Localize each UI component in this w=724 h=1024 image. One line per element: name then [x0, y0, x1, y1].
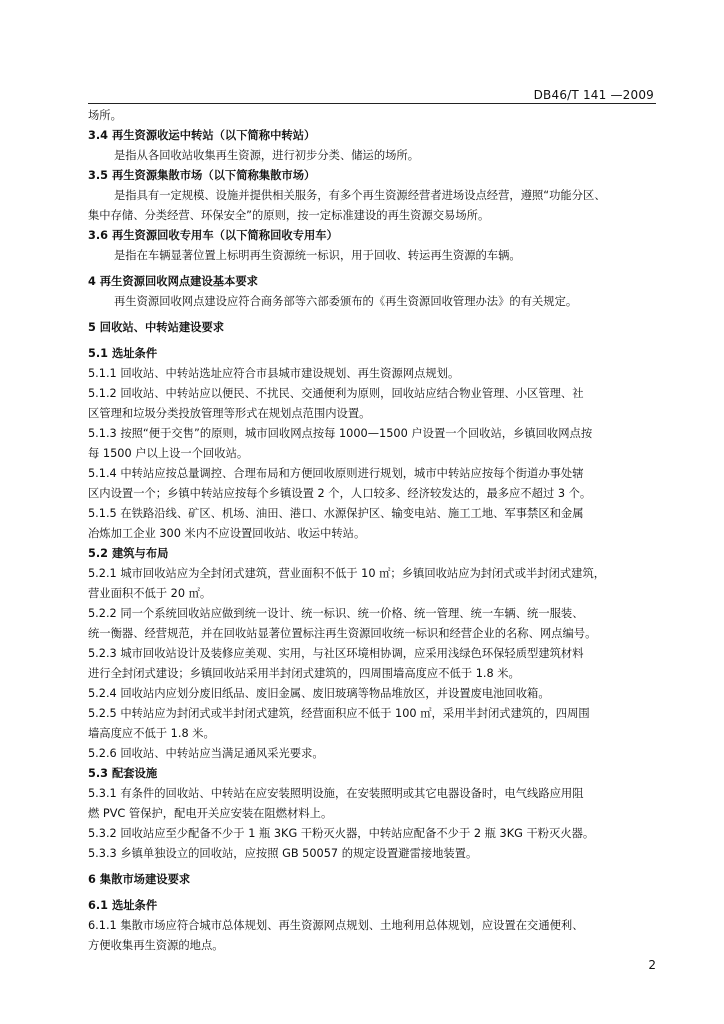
clause-heading: 5.2 建筑与布局 [88, 547, 169, 560]
chapter-heading: 5 回收站、中转站建设要求 [88, 321, 225, 334]
paragraph-line: 集中存储、分类经营、环保安全”的原则，按一定标准建设的再生资源交易场所。 [88, 209, 490, 222]
paragraph-line: 5.3.2 回收站应至少配备不少于 1 瓶 3KG 干粉灭火器，中转站应配备不少于 2 瓶 3KG 干粉灭火器。 [88, 827, 595, 840]
page-number: 2 [648, 958, 656, 972]
clause-heading: 5.3 配套设施 [88, 767, 158, 780]
chapter-heading: 4 再生资源回收网点建设基本要求 [88, 275, 258, 288]
paragraph-line: 5.2.3 城市回收站设计及装修应美观、实用，与社区环境相协调，应采用浅绿色环保轻质型建筑材料 [88, 647, 584, 660]
paragraph-line: 5.2.5 中转站应为封闭式或半封闭式建筑，经营面积应不低于 100 ㎡，采用半封闭式建筑的，四周围 [88, 707, 590, 720]
paragraph-line: 6.1.1 集散市场应符合城市总体规划、再生资源网点规划、土地利用总体规划，应设置在交通便利、 [88, 919, 584, 932]
paragraph-line: 场所。 [88, 109, 122, 122]
paragraph-line: 5.1.5 在铁路沿线、矿区、机场、油田、港口、水源保护区、输变电站、施工工地、军事禁区和金属 [88, 507, 584, 520]
paragraph-line: 方便收集再生资源的地点。 [88, 939, 224, 952]
paragraph-line: 5.1.3 按照“便于交售”的原则，城市回收网点按每 1000—1500 户设置一个回收站，乡镇回收网点按 [88, 427, 593, 440]
paragraph-line: 营业面积不低于 20 ㎡。 [88, 587, 212, 600]
paragraph-line: 5.2.1 城市回收站应为全封闭式建筑，营业面积不低于 10 ㎡；乡镇回收站应为封闭式或半封闭式建筑， [88, 567, 606, 580]
paragraph-line: 5.3.3 乡镇单独设立的回收站，应按照 GB 50057 的规定设置避雷接地装置。 [88, 847, 478, 860]
paragraph-line: 5.1.2 回收站、中转站应以便民、不扰民、交通便利为原则，回收站应结合物业管理、小区管理、社 [88, 387, 584, 400]
clause-heading: 3.5 再生资源集散市场（以下简称集散市场） [88, 169, 316, 182]
paragraph-line: 5.2.2 同一个系统回收站应做到统一设计、统一标识、统一价格、统一管理、统一车辆、统一服装、 [88, 607, 584, 620]
paragraph-line: 区管理和垃圾分类投放管理等形式在规划点范围内设置。 [88, 407, 371, 420]
indented-paragraph-line: 再生资源回收网点建设应符合商务部等六部委颁布的《再生资源回收管理办法》的有关规定。 [114, 295, 578, 308]
clause-heading: 6.1 选址条件 [88, 899, 158, 912]
indented-paragraph-line: 是指在车辆显著位置上标明再生资源统一标识，用于回收、转运再生资源的车辆。 [114, 249, 521, 262]
paragraph-line: 5.2.4 回收站内应划分废旧纸品、废旧金属、废旧玻璃等物品堆放区，并设置废电池回收箱。 [88, 687, 550, 700]
paragraph-line: 5.1.1 回收站、中转站选址应符合市县城市建设规划、再生资源网点规划。 [88, 367, 460, 380]
paragraph-line: 冶炼加工企业 300 米内不应设置回收站、收运中转站。 [88, 527, 366, 540]
indented-paragraph-line: 是指从各回收站收集再生资源，进行初步分类、储运的场所。 [114, 149, 420, 162]
header-rule [88, 103, 656, 104]
clause-heading: 5.1 选址条件 [88, 347, 158, 360]
document-body [88, 106, 658, 956]
standard-code: DB46/T 141 —2009 [533, 88, 654, 102]
paragraph-line: 燃 PVC 管保护，配电开关应安装在阻燃材料上。 [88, 807, 333, 820]
paragraph-line: 每 1500 户以上设一个回收站。 [88, 447, 249, 460]
paragraph-line: 墙高度应不低于 1.8 米。 [88, 727, 215, 740]
paragraph-line: 区内设置一个；乡镇中转站应按每个乡镇设置 2 个，人口较多、经济较发达的，最多应不超过 3 个。 [88, 487, 592, 500]
clause-heading: 3.4 再生资源收运中转站（以下简称中转站） [88, 129, 316, 142]
paragraph-line: 进行全封闭式建设；乡镇回收站采用半封闭式建筑的，四周围墙高度应不低于 1.8 米。 [88, 667, 520, 680]
clause-heading: 3.6 再生资源回收专用车（以下简称回收专用车） [88, 229, 338, 242]
paragraph-line: 5.2.6 回收站、中转站应当满足通风采光要求。 [88, 747, 324, 760]
paragraph-line: 5.1.4 中转站应按总量调控、合理布局和方便回收原则进行规划，城市中转站应按每个街道办事处辖 [88, 467, 584, 480]
chapter-heading: 6 集散市场建设要求 [88, 873, 191, 886]
indented-paragraph-line: 是指具有一定规模、设施并提供相关服务，有多个再生资源经营者进场设点经营，遵照“功能分区、 [114, 189, 606, 202]
paragraph-line: 5.3.1 有条件的回收站、中转站在应安装照明设施，在安装照明或其它电器设备时，电气线路应用阻 [88, 787, 584, 800]
paragraph-line: 统一衡器、经营规范，并在回收站显著位置标注再生资源回收统一标识和经营企业的名称、网点编号。 [88, 627, 597, 640]
